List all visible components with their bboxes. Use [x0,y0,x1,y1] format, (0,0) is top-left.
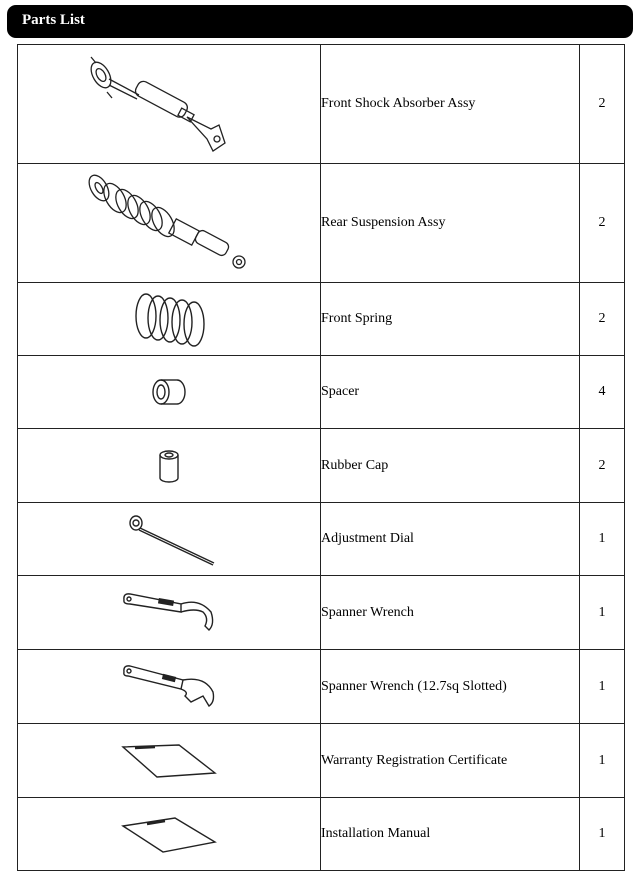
part-name: Spacer [321,356,580,429]
part-quantity: 2 [580,429,625,503]
part-name: Adjustment Dial [321,503,580,576]
spring-icon [124,286,214,352]
part-name: Rubber Cap [321,429,580,503]
part-quantity: 2 [580,283,625,356]
part-name: Front Shock Absorber Assy [321,45,580,164]
part-quantity: 1 [580,503,625,576]
certificate-icon [119,741,219,781]
part-name: Front Spring [321,283,580,356]
part-quantity: 1 [580,724,625,798]
spacer-icon [144,372,194,412]
part-name: Spanner Wrench (12.7sq Slotted) [321,650,580,724]
front-shock-absorber-icon [79,47,259,162]
table-row [18,429,625,503]
manual-icon [119,814,219,854]
parts-list-header [7,5,633,38]
adjustment-dial-icon [119,509,219,569]
part-quantity: 1 [580,798,625,871]
part-quantity: 2 [580,45,625,164]
rubber-cap-icon [149,446,189,486]
part-quantity: 2 [580,164,625,283]
table-row [18,45,625,164]
part-name: Rear Suspension Assy [321,164,580,283]
part-name: Installation Manual [321,798,580,871]
page-title: Parts List [22,12,85,28]
slotted-spanner-wrench-icon [119,662,219,712]
part-quantity: 1 [580,650,625,724]
part-name: Spanner Wrench [321,576,580,650]
table-row [18,798,625,871]
table-row [18,724,625,798]
table-row [18,164,625,283]
table-row [18,356,625,429]
part-quantity: 4 [580,356,625,429]
rear-suspension-icon [79,166,259,281]
parts-table [17,44,625,871]
table-row [18,650,625,724]
part-quantity: 1 [580,576,625,650]
table-row [18,576,625,650]
table-row [18,283,625,356]
spanner-wrench-icon [119,588,219,638]
part-name: Warranty Registration Certificate [321,724,580,798]
table-row [18,503,625,576]
